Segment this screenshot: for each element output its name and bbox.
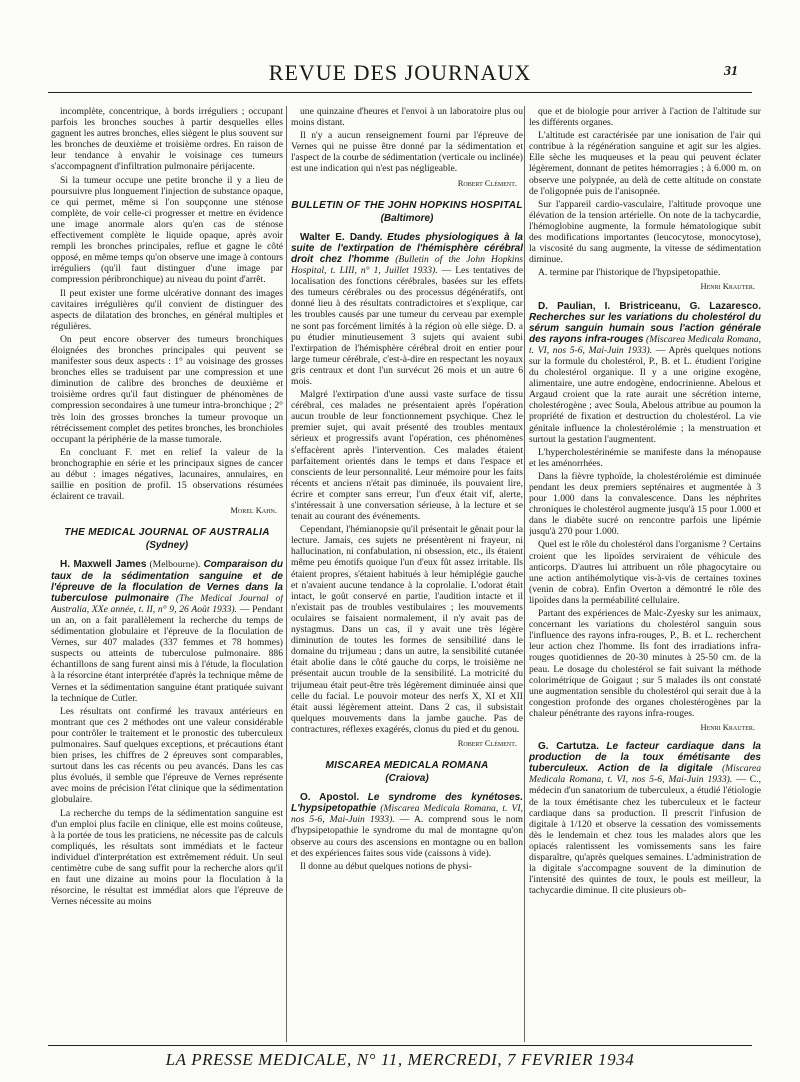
article-title: Etudes physiologiques à la suite de l'extirpation de l'hémisphère cérébral droit chez l'homme <box>291 231 523 265</box>
article-title: Recherches sur les variations du cholestérol du sérum sanguin humain sous l'action générale des rayons infra-rouges <box>529 311 761 345</box>
article-author: O. Apostol. <box>300 792 360 804</box>
column-2 <box>291 106 523 1046</box>
running-header-title: REVUE DES JOURNAUX <box>268 60 532 85</box>
column-3 <box>529 106 761 1046</box>
article-reference: (The Medical Journal of Australia, XXe année, t. II, n° 9, 26 Août 1933). <box>51 592 283 615</box>
article-reference: (Bulletin of the John Hopkins Hospital, t. LIII, n° 1, Juillet 1933). <box>291 253 523 277</box>
header-rule <box>48 92 752 93</box>
paragraph: On peut encore observer des tumeurs bronchiques éloignées des bronches principales qui peuvent se manifester sous deux aspects : 1° au voisinage des grosses bronches elles se traduisent par une compression et une diminution de calibre des bronches de deuxième et troisième ordres qu'il faut distinguer de phénomènes de compression secondaires à une tumeur intra-bronchique ; 2° très loin des grosses bronches la tumeur provoque un rétrécissement complet des petites bronches, les bronchioles occupant la périphérie de la masse tumorale. <box>51 333 283 445</box>
paragraph: une quinzaine d'heures et l'envoi à un laboratoire plus ou moins distant. <box>291 106 523 129</box>
article-abstract <box>291 232 523 387</box>
paragraph: Il peut exister une forme ulcérative donnant des images cavitaires irrégulières qu'il convient de distinguer des aspects de dilatation des bronches, en général multiples et régulières. <box>51 287 283 332</box>
article-author: D. Paulian, I. Bristriceanu, G. Lazaresco. <box>538 300 761 312</box>
paragraph: La recherche du temps de la sédimentation sanguine est d'un emploi plus facile en clinique, elle est moins coûteuse, à la portée de tous les praticiens, ne nécessite pas de calculs compliqués, les résultats sont immédiats et le facteur individuel d'interprétation est extrêmement réduit. Un seul centimètre cube de sang suffit pour la recherche alors qu'il en faut une dizaine au moins pour la floculation à la résorcine, le résultat est immédiat alors que l'épreuve de Vernes nécessite au moins <box>51 807 283 908</box>
article-text: — A. comprend sous le nom d'hypsipetopathie le syndrome du mal de montagne qu'on observe au cours des ascensions en montagne ou en ballon et des expériences faites sous vide (caissons à vide). <box>291 814 523 859</box>
journal-section-title: MISCAREA MEDICALA ROMANA <box>325 760 489 772</box>
paragraph: incomplète, concentrique, à bords irréguliers ; occupant parfois les bronches souches à partir desquelles elles gagnent les autres bronches, elles siègent le plus souvent sur les bronches de deuxième et troisième ordres. En raison de leur tendance à envahir le voisinage ces tumeurs s'accompagnent d'infiltration pulmonaire périjacente. <box>51 106 283 173</box>
paragraph: Si la tumeur occupe une petite bronche il y a lieu de poursuivre plus longuement l'injection de substance opaque, ce qui permet, même si l'on soupçonne une sténose complète, de voir celle-ci progresser et mettre en évidence une image anormale alors qu'en cas de sténose effectivement complète le liquide opaque, après avoir rempli les bronches principales, reflue et gagne le côté opposé, en même temps qu'on observe une image à contours irréguliers (qu'il faut distinguer d'une image par compression péribronchique) au niveau du point d'arrêt. <box>51 174 283 286</box>
journal-section-title: BULLETIN OF THE JOHN HOPKINS HOSPITAL <box>291 199 523 211</box>
journal-section-city: (Baltimore) <box>380 212 434 224</box>
article-text: — Les tentatives de localisation des fonctions cérébrales, basées sur les effets des tumeurs cérébrales ou des processus dégénératifs, ont donné lieu à des résultats contradictoires et s'explique, car les troubles causés par une tumeur du cerveau par exemple ne sont pas forcément limités à la région où elle siège. D. a pu étudier minutieusement 3 sujets qui avaient subi l'extirpation de l'hémisphère cérébral droit en entier pour large tumeur cérébrale, c'est-à-dire en respectant les noyaux gris centraux et dont l'un survécut 26 mois et un autre 6 mois. <box>291 265 523 387</box>
article-author: G. Cartutza. <box>538 741 600 753</box>
article-abstract <box>291 792 523 859</box>
paragraph: A. termine par l'historique de l'hypsipetopathie. <box>538 267 721 279</box>
article-author: H. Maxwell James <box>60 559 147 571</box>
journal-section-city: (Craiova) <box>385 773 429 785</box>
column-divider <box>286 106 287 1042</box>
article-text: — Pendant un an, on a fait parallèlement la recherche du temps de sédimentation globulaire et l'épreuve de la floculation de Vernes, sur 407 malades (337 femmes et 78 hommes) suspects ou atteints de tuberculose pulmonaire. 886 échantillons de sang furent ainsi mis à l'étude, la floculation à la résorcine étant interprétée d'après la technique même de Vernes et la sédimentation sanguine étant pratiquée suivant la technique de Cutler. <box>51 603 283 704</box>
paragraph: L'hypercholestérinémie se manifeste dans la ménopause et les aménorrhées. <box>529 446 761 469</box>
page-number: 31 <box>724 64 738 79</box>
paragraph: Les résultats ont confirmé les travaux antérieurs en montrant que ces 2 méthodes ont une valeur considérable pour contrôler le traitement et le pronostic des tuberculeux pulmonaires. Sauf quelques exceptions, et précautions étant bien prises, les chiffres de 2 épreuves sont comparables, surtout dans les cas récents ou peu avancés. Dans les cas plus évolués, il semble que l'épreuve de Vernes représente avec moins de précision l'état clinique que la sédimentation globulaire. <box>51 705 283 806</box>
article-abstract <box>529 301 761 445</box>
author-signature: Henri Krauter. <box>700 281 755 292</box>
paragraph: Quel est le rôle du cholestérol dans l'organisme ? Certains croient que les lipoïdes serviraient de véhicule des anticorps. D'autres lui attribuent un rôle phagocytaire ou une action antihémolytique vis-à-vis de certaines toxines (venin de cobra). Enfin Overton a démontré le rôle des lipoïdes dans la perméabilité cellulaire. <box>529 539 761 606</box>
paragraph: Cependant, l'hémianopsie qu'il présentait le gênait pour la lecture. Jamais, ces sujets ne présentèrent ni frayeur, ni hallucination, ni confabulation, ni obsession, etc., ils étaient même peu émotifs quoique l'un d'eux fût assez irritable. Ils étaient propres, s'étaient habitués à leur hémiplégie gauche et n'avaient aucune tendance à la coprolalie. L'odorat était intact, le goût conservé en partie, l'audition intacte et il n'existait pas de troubles vestibulaires ; les mouvements oculaires se faisaient normalement, il n'y avait pas de nystagmus. Dans un cas, il y avait une très légère diminution de toutes les formes de sensibilité dans le domaine du trijumeau ; dans un autre, la sensibilité cutanée était abolie dans le côté gauche du corps, le troisième ne présentait aucun trouble de la sensibilité. La motricité du trijumeau était peut-être très légèrement diminuée ainsi que celle du facial. Le pouvoir moteur des nerfs X, XI et XII était aussi légèrement atteint. Dans 2 cas, il subsistait quelques mouvements dans la jambe gauche. Pas de contractures, réflexes exagérés, clonus du pied et du genou. <box>291 524 523 735</box>
journal-section-city: (Sydney) <box>145 540 189 552</box>
article-author: Walter E. Dandy. <box>300 231 383 243</box>
paragraph: Il n'y a aucun renseignement fourni par l'épreuve de Vernes qui ne puisse être donné par la sédimentation et l'aspect de la courbe de sédimentation (verticale ou inclinée) est une indication qui n'est pas négligeable. <box>291 130 523 175</box>
journal-section-title: THE MEDICAL JOURNAL OF AUSTRALIA <box>64 527 270 539</box>
article-title: Comparaison du taux de la sédimentation sanguine et de l'épreuve de la floculation de Vernes dans la tuberculose pulmonaire <box>51 559 283 604</box>
article-abstract <box>51 559 283 703</box>
article-author-place: (Melbourne). <box>149 559 201 571</box>
article-reference: (Miscarea Medicala Romana, t. VI, nos 5-6, Mai-Juin 1933). <box>529 333 761 356</box>
footer-rule <box>48 1045 752 1046</box>
running-footer: LA PRESSE MEDICALE, N° 11, MERCREDI, 7 FEVRIER 1934 <box>165 1050 635 1069</box>
paragraph: Malgré l'extirpation d'une aussi vaste surface de tissu cérébral, ces malades ne présentaient après l'opération aucun trouble de leur fonctionnement psychique. Chez le premier sujet, qui avait présenté des troubles mentaux sérieux et progressifs avant l'opération, ces phénomènes s'effacèrent après l'intervention. Ces malades étaient parfaitement orientés dans le temps et dans l'espace et conscients de leur personnalité. Leur mémoire pour les faits récents et anciens n'était pas diminuée, ils pouvaient lire, écrire et compter sans erreur, l'un d'eux était vif, alerte, s'intéressait à une conversation sérieuse, à la lecture et se tenait au courant des événements. <box>291 389 523 523</box>
author-signature: Morel Kahn. <box>230 505 277 516</box>
paragraph: Sur l'appareil cardio-vasculaire, l'altitude provoque une élévation de la tension artérielle. On note de la tachycardie, l'hémoglobine augmente, la formule hématologique subit des modifications importantes (leucocytose, monocytose), la viscosité du sang augmente, la vitesse de sédimentation diminue. <box>529 198 761 266</box>
paragraph: En concluant F. met en relief la valeur de la bronchographie en série et les principaux signes de cancer au début : images négatives, lacunaires, annulaires, en saillie en position de profil. 15 observations résumées éclairent ce travail. <box>51 446 283 503</box>
author-signature: Robert Clément. <box>457 177 517 188</box>
paragraph: Il donne au début quelques notions de physi- <box>300 860 472 872</box>
author-signature: Henri Krauter. <box>700 721 755 732</box>
column-1 <box>51 106 283 1046</box>
paragraph: L'altitude est caractérisée par une ionisation de l'air qui contribue à la régénération sanguine et agit sur les algies. Elle sèche les muqueuses et la peau qui peuvent éclater légèrement, donnant de petites hémorragies ; à 6.000 m. on observe une polypnée, au delà de cette altitude on constate de l'oligopnée puis de l'anisopnée. <box>529 130 761 197</box>
article-abstract <box>529 741 761 896</box>
column-divider <box>524 106 525 1042</box>
article-reference: (Miscarea Medicala Romana, t. VI, nos 5-6, Mai-Juin 1933). <box>291 803 523 826</box>
article-title: Le facteur cardiaque dans la production de la toux émétisante des tuberculeux. Action de la digitale <box>529 741 761 775</box>
article-title: Le syndrome des kynétoses. L'hypsipetopathie <box>291 792 523 815</box>
article-text: — Après quelques notions sur la formule du cholestérol, P., B. et L. étudient l'origine du cholestérol organique. Il y a une origine exogène, alimentaire, une autre endogène, endocrinienne. Abelous et Argaud croient que la rate aurait une sécrétion interne, cholestérogène ; avec Soula, Abelous attribue au poumon la propriété de fixation et destruction du cholestérol. La vie génitale influence la cholestérolémie ; la menstruation et surtout la gestation l'augmentent. <box>529 344 761 445</box>
paragraph: Dans la fièvre typhoïde, la cholestérolémie est diminuée pendant les deux premiers septénaires et augmentée à 3 pour 1.000 dans la convalescence. Dans les néphrites chroniques le cholestérol augmente jusqu'à 15 pour 1.000 et dans le diabète sucré on rencontre parfois une lipémie jusqu'à 270 pour 1.000. <box>529 470 761 538</box>
paragraph: que et de biologie pour arriver à l'action de l'altitude sur les différents organes. <box>529 106 761 129</box>
author-signature: Robert Clément. <box>457 737 517 748</box>
paragraph: Partant des expériences de Malc-Zyesky sur les animaux, concernant les variations du cholestérol sanguin sous l'influence des rayons infra-rouges, P., B. et L. recherchent leur action chez l'homme. Ils font des irradiations infra-rouges quotidiennes de 20-30 minutes à 25-50 cm. de la peau. Le dosage du cholestérol se fait suivant la méthode colorimétrique de Goigaut ; sur 5 malades ils ont constaté une augmentation sensible du cholestérol qui serait due à la congestion profonde des organes cholestérogènes par la chaleur pénétrante des rayons infra-rouges. <box>529 608 761 719</box>
article-text: — C., médecin d'un sanatorium de tuberculeux, a étudié l'étiologie de la toux émétisante chez les tuberculeux et le facteur cardiaque dans sa production. Il prescrit l'infusion de digitale à 1/120 et observe la cessation des vomissements dès le lendemain et chez tous les malades alors que les opiacés ralentissent les vomissements sans les faire disparaître, qu'après quelques semaines. L'administration de la digitale s'accompagne souvent de la diminution de l'intensité des quintes de toux, le pouls est meilleur, la tachycardie diminue. Il cite plusieurs ob- <box>529 774 761 897</box>
article-reference: (Miscarea Medicala Romana, t. VI, nos 5-6, Mai-Juin 1933). <box>529 763 761 786</box>
